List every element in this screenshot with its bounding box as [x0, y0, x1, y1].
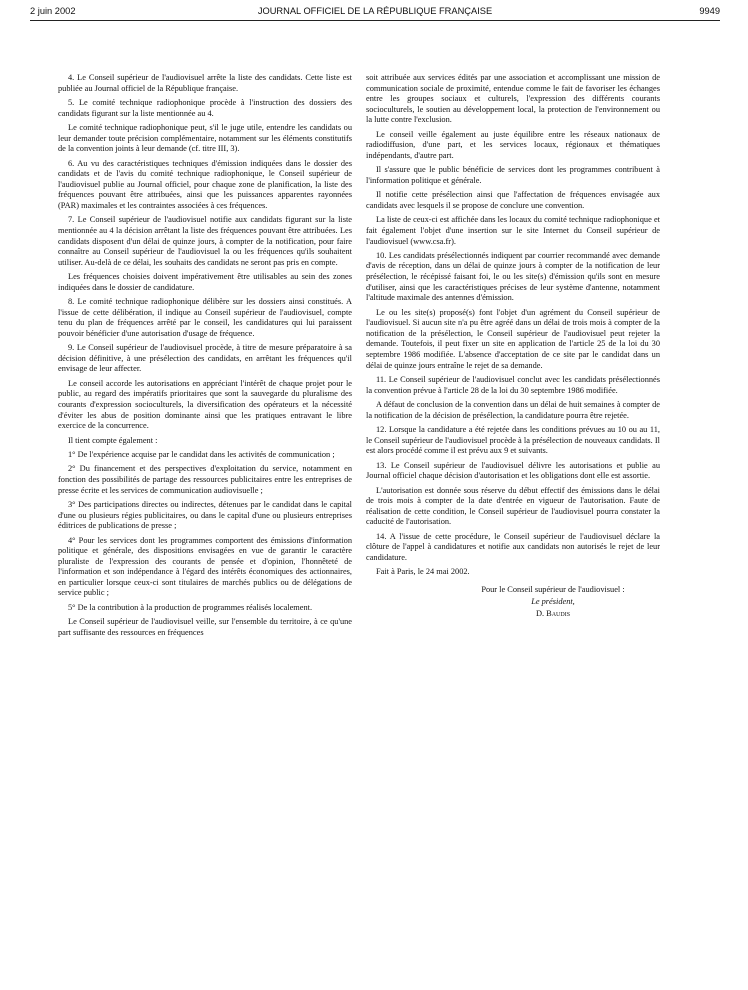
paragraph: Il notifie cette présélection ainsi que l'affectation de fréquences envisagée aux candidats avec lesquels il se propose de conclure une convention. [366, 190, 660, 210]
signoff-for-line: Pour le Conseil supérieur de l'audiovisuel : [481, 584, 625, 594]
header-title: JOURNAL OFFICIEL DE LA RÉPUBLIQUE FRANÇAISE [257, 6, 493, 16]
header-date: 2 juin 2002 [30, 6, 76, 16]
paragraph: 10. Les candidats présélectionnés indiquent par courrier recommandé avec demande d'avis de réception, dans un délai de quinze jours à compter de la notification de leur présélection, le récépissé faisant foi, le ou les site(s) d'émission qu'ils sont en mesure d'utiliser, ainsi que les caractéristiques précises de leur système d'antenne, notamment l'altitude maximale des antennes d'émission. [366, 250, 660, 303]
paragraph: 13. Le Conseil supérieur de l'audiovisuel délivre les autorisations et publie au Journal officiel chaque décision d'autorisation et les obligations dont elle est assortie. [366, 460, 660, 481]
paragraph: 6. Au vu des caractéristiques techniques d'émission indiquées dans le dossier des candidats et de l'avis du comité technique radiophonique, le Conseil supérieur de l'audiovisuel publie au Journal officiel, pour chaque zone de planification, la liste des fréquences pouvant être attribuées, ainsi que les puissances apparentes rayonnées (PAR) maximales et les contraintes associées à ces fréquences. [58, 158, 352, 210]
right-column [366, 73, 660, 620]
signoff-role: Le président, [531, 596, 575, 606]
page-header [30, 6, 720, 21]
paragraph: 11. Le Conseil supérieur de l'audiovisuel conclut avec les candidats présélectionnés la convention prévue à l'article 28 de la loi du 30 septembre 1986 modifiée. [366, 375, 660, 395]
paragraph: 4° Pour les services dont les programmes comportent des émissions d'information politique et générale, des dispositions envisagées en vue de garantir le caractère pluraliste de l'expression des courants de pensée et d'opinion, l'honnêteté de l'information et son indépendance à l'égard des intérêts économiques des actionnaires, en particulier lorsque ceux-ci sont titulaires de marchés publics ou de délégations de service public ; [58, 535, 352, 598]
signature-block [366, 584, 660, 620]
paragraph: 5° De la contribution à la production de programmes réalisés localement. [68, 602, 313, 612]
paragraph: Il tient compte également : [68, 435, 158, 445]
signoff-name: D. Baudis [535, 608, 571, 618]
paragraph: 8. Le comité technique radiophonique délibère sur les dossiers ainsi constitués. A l'issue de cette délibération, il indique au Conseil supérieur de l'audiovisuel, compte tenu du plan de fréquences arrêté par le conseil, les candidatures qui lui paraissent pouvoir bénéficier d'une autorisation d'usage de fréquence. [58, 297, 352, 338]
paragraph: 1° De l'expérience acquise par le candidat dans les activités de communication ; [68, 449, 335, 459]
paragraph: Il s'assure que le public bénéficie de services dont les programmes contribuent à l'information politique et générale. [366, 165, 660, 185]
paragraph: Le conseil veille également au juste équilibre entre les réseaux nationaux de radiodiffusion, d'une part, et les services locaux, régionaux et thématiques indépendants, d'autre part. [366, 129, 660, 160]
paragraph: 5. Le comité technique radiophonique procède à l'instruction des dossiers des candidats figurant sur la liste mentionnée au 4. [58, 97, 352, 118]
paragraph: 3° Des participations directes ou indirectes, détenues par le candidat dans le capital d'une ou plusieurs régies publicitaires, ou dans le capital d'une ou plusieurs entreprises éditrices de publications de presse ; [58, 499, 352, 531]
paragraph: Le conseil accorde les autorisations en appréciant l'intérêt de chaque projet pour le public, au regard des impératifs prioritaires que sont la sauvegarde du pluralisme des courants d'expression socioculturels, la diversification des opérateurs et la nécessité d'éviter les abus de position dominante ainsi que les pratiques entravant le libre exercice de la concurrence. [58, 378, 352, 431]
paragraph: 2° Du financement et des perspectives d'exploitation du service, notamment en fonction des possibilités de partage des ressources publicitaires entre les entreprises de presse écrite et les services de communication audiovisuelle ; [58, 464, 352, 495]
paragraph: Le ou les site(s) proposé(s) font l'objet d'un agrément du Conseil supérieur de l'audiovisuel. Si aucun site n'a pu être agréé dans un délai de trois mois à compter de la notification de la présélection, le Conseil supérieur de l'audiovisuel peut rejeter la demande. Toutefois, il peut fixer un site en application de l'article 25 de la loi du 30 septembre 1986 modifiée. L'absence d'acceptation de ce site par le candidat dans un délai de quinze jours entraîne le rejet de sa demande. [366, 307, 660, 370]
paragraph: 12. Lorsque la candidature a été rejetée dans les conditions prévues au 10 ou au 11, le Conseil supérieur de l'audiovisuel procède à la présélection de nouveaux candidats. Il est alors procédé comme il est prévu aux 9 et suivants. [366, 424, 660, 456]
paragraph: A défaut de conclusion de la convention dans un délai de huit semaines à compter de la notification de la décision de présélection, la candidature pourra être rejetée. [366, 400, 660, 420]
paragraph: 9. Le Conseil supérieur de l'audiovisuel procède, à titre de mesure préparatoire à sa décision définitive, à une présélection des candidats, en arrêtant les fréquences qu'il envisage de leur affecter. [58, 343, 352, 374]
paragraph: 14. A l'issue de cette procédure, le Conseil supérieur de l'audiovisuel déclare la clôture de l'appel à candidatures et notifie aux candidats non autorisés le rejet de leur candidature. [366, 531, 660, 562]
paragraph: Le Conseil supérieur de l'audiovisuel veille, sur l'ensemble du territoire, à ce qu'une part suffisante des ressources en fréquences [58, 617, 352, 637]
header-page-number: 9949 [699, 6, 720, 16]
paragraph: Les fréquences choisies doivent impérativement être utilisables au sein des zones indiquées dans le dossier de candidature. [58, 272, 352, 292]
paragraph: 7. Le Conseil supérieur de l'audiovisuel notifie aux candidats figurant sur la liste mentionnée au 4 la décision arrêtant la liste des fréquences pouvant être attribuées. Les candidats disposent d'un délai de quinze jours, à compter de la notification, pour faire connaître au Conseil supérieur de l'audiovisuel la ou les fréquences qu'ils souhaitent utiliser. Au-delà de ce délai, les souhaits des candidats ne seront pas pris en compte. [58, 215, 352, 267]
paragraph: Le comité technique radiophonique peut, s'il le juge utile, entendre les candidats ou leur demander toute précision complémentaire, notamment sur les éléments constitutifs de la convention joints à leur demande (cf. titre III, 3). [58, 122, 352, 154]
paragraph: soit attribuée aux services édités par une association et accomplissant une mission de communication sociale de proximité, entendue comme le fait de favoriser les échanges entre les groupes sociaux et culturels, l'expression des différents courants socioculturels, le soutien au développement local, la protection de l'environnement ou la lutte contre l'exclusion. [366, 73, 660, 125]
paragraph: 4. Le Conseil supérieur de l'audiovisuel arrête la liste des candidats. Cette liste est publiée au Journal officiel de la République française. [58, 73, 352, 93]
left-column [58, 73, 352, 642]
signoff-place-date: Fait à Paris, le 24 mai 2002. [376, 567, 470, 577]
paragraph: L'autorisation est donnée sous réserve du début effectif des émissions dans le délai de trois mois à compter de la date d'entrée en vigueur de l'autorisation. Faute de réalisation de cette condition, le Conseil supérieur de l'audiovisuel pourra constater la caducité de l'autorisation. [366, 485, 660, 527]
paragraph: La liste de ceux-ci est affichée dans les locaux du comité technique radiophonique et fait également l'objet d'une insertion sur le site Internet du Conseil supérieur de l'audiovisuel (www.csa.fr). [366, 215, 660, 246]
